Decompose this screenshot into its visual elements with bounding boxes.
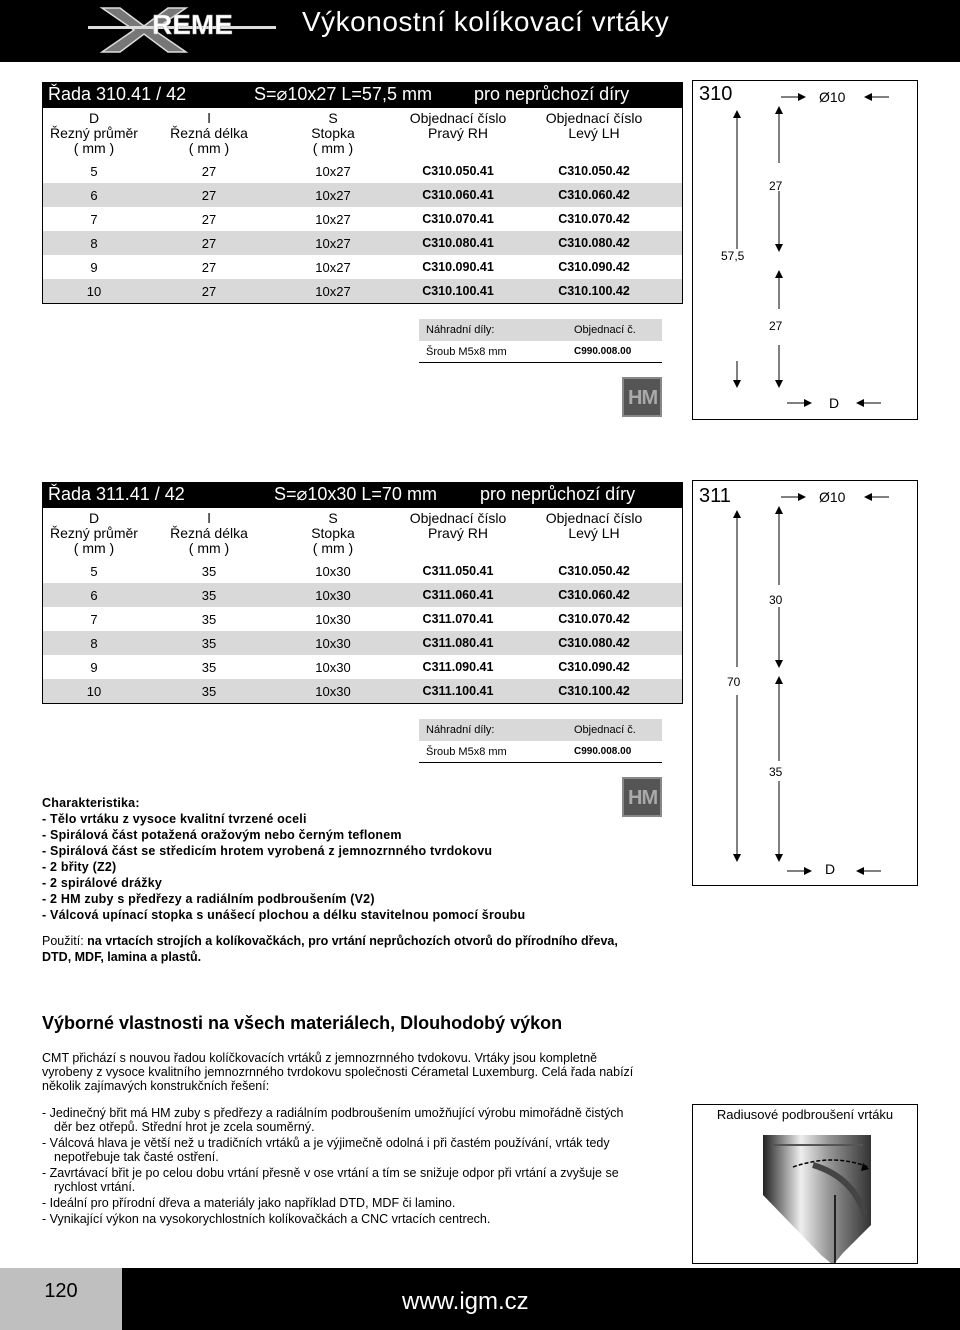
drill-tip-illustration: [693, 1105, 918, 1264]
drawing-diameter: Ø10: [819, 89, 846, 105]
table-row: 8 27 10x27 C310.080.41 C310.080.42: [43, 231, 682, 255]
features-intro: CMT přichází s nouvou řadou kolíčkovacích vrtáků z jemnozrnného tvdokovu. Vrtáky jsou kompletně vyrobeny z vysoce kvalitního jemnozrnného tvrdokovu společnosti Cérametal Luxemburg. Celá řada nabízí několik zajímavých konstrukčních řešení:: [42, 1051, 634, 1093]
series-name: Řada 311.41 / 42: [48, 484, 185, 504]
table-row: 9 35 10x30 C311.090.41 C310.090.42: [90, 659, 630, 675]
series-311-table: [42, 482, 683, 704]
page-number: 120: [44, 1280, 78, 1302]
drawing-code: 311: [699, 485, 731, 507]
drawing-total-length: 70: [727, 675, 741, 689]
series-title-bar: [42, 82, 683, 108]
table-row: 5 35 10x30 C311.050.41 C310.050.42: [90, 563, 630, 579]
drill-drawing-310: [692, 80, 918, 420]
series-name: Řada 310.41 / 42: [48, 84, 187, 104]
page-title: Výkonostní kolíkovací vrtáky: [302, 6, 670, 37]
series-purpose: pro neprůchozí díry: [480, 484, 636, 504]
drawing-code: 310: [699, 83, 733, 105]
series-shank: S=⌀10x30 L=70 mm: [274, 484, 437, 504]
usage-text: Použití: na vrtacích strojích a kolíkovačkách, pro vrtání neprůchozích otvorů do přírodního dřeva, DTD, MDF, lamina a plastů.: [42, 934, 618, 964]
table-row: 7 27 10x27 C310.070.41 C310.070.42: [90, 211, 630, 227]
drawing-shank-length: 30: [769, 593, 783, 607]
drawing-shank-length: 27: [769, 179, 783, 193]
drawing-total-length: 57,5: [721, 249, 745, 263]
page-header: [0, 0, 960, 62]
table-header: D Řezný průměr ( mm ) l Řezná délka ( mm ) S Stopka ( mm ) Objednací číslo Pravý RH Objednací číslo Levý LH: [50, 510, 643, 556]
features-heading: Výborné vlastnosti na všech materiálech, Dlouhodobý výkon: [42, 1013, 563, 1033]
series-title-bar: [42, 482, 683, 508]
table-row: 10 35 10x30 C311.100.41 C310.100.42: [43, 679, 682, 703]
radius-grinding-figure: [692, 1104, 918, 1264]
characteristics-list: Charakteristika: - Tělo vrtáku z vysoce kvalitní tvrzené oceli - Spirálová část potažená oražovým nebo černým teflonem - Spirálová část se středicím hrotem vyrobená z jemnozrnného tvrdokovu - 2 břity (Z2) - 2 spirálové drážky - 2 HM zuby s předřezy a radiálním podbroušením (V2) - Válcová upínací stopka s unášecí plochou a délku stavitelnou pomocí šroubu: [42, 796, 526, 922]
list-item: - Vynikající výkon na vysokorychlostních kolíkovačkách a CNC vrtacích centrech.: [42, 1212, 491, 1226]
table-row: 6 35 10x30 C311.060.41 C310.060.42: [43, 583, 682, 607]
table-header: D Řezný průměr ( mm ) l Řezná délka ( mm ) S Stopka ( mm ) Objednací číslo Pravý RH Objednací číslo Levý LH: [50, 110, 643, 156]
table-row: 7 35 10x30 C311.070.41 C310.070.42: [90, 611, 630, 627]
spare-parts-table: Náhradní díly: Objednací č. Šroub M5x8 mm C990.008.00: [419, 319, 662, 363]
series-310-table: [42, 82, 683, 304]
features-list: [42, 1106, 642, 1228]
drawing-cut-length: 27: [769, 319, 783, 333]
drill-drawing-311: [692, 480, 918, 886]
table-row: 9 27 10x27 C310.090.41 C310.090.42: [90, 259, 630, 275]
radius-figure-title: Radiusové podbroušení vrtáku: [716, 1107, 894, 1122]
spare-parts-table: Náhradní díly: Objednací č. Šroub M5x8 mm C990.008.00: [419, 719, 662, 763]
list-item: - Jedinečný břit má HM zuby s předřezy a radiálním podbroušením umožňující výrobu mimořádně čistých děr bez otřepů. Střední hrot je zcela souměrný.: [42, 1106, 624, 1134]
drawing-d-label: D: [825, 861, 836, 877]
list-item: - Ideální pro přírodní dřeva a materiály jako například DTD, MDF či lamino.: [42, 1196, 456, 1210]
list-item: - Válcová hlava je větší než u tradičních vrtáků a je výjimečně odolná i při častém používání, vrták tedy nepotřebuje tak časté ostření.: [42, 1136, 610, 1164]
series-purpose: pro neprůchozí díry: [474, 84, 630, 104]
table-row: 8 35 10x30 C311.080.41 C310.080.42: [43, 631, 682, 655]
page-number-box: [0, 1268, 122, 1330]
xtreme-logo: [82, 4, 282, 56]
list-item: - Zavrtávací břit je po celou dobu vrtání přesně v ose vrtání a tím se snižuje odpor při vrtání a zvyšuje se rychlost vrtání.: [42, 1166, 619, 1194]
series-shank: S=⌀10x27 L=57,5 mm: [254, 84, 432, 104]
drawing-cut-length: 35: [769, 765, 783, 779]
table-row: 6 27 10x27 C310.060.41 C310.060.42: [43, 183, 682, 207]
table-row: 10 27 10x27 C310.100.41 C310.100.42: [43, 279, 682, 303]
hm-badge-icon: HM: [622, 377, 662, 417]
hm-badge-icon: HM: [622, 777, 662, 817]
website-url: www.igm.cz: [402, 1288, 529, 1315]
drawing-diameter: Ø10: [819, 489, 846, 505]
table-row: 5 27 10x27 C310.050.41 C310.050.42: [90, 163, 630, 179]
svg-text:REME: REME: [152, 9, 233, 40]
drawing-d-label: D: [829, 395, 840, 411]
footer-bar: [122, 1268, 960, 1330]
